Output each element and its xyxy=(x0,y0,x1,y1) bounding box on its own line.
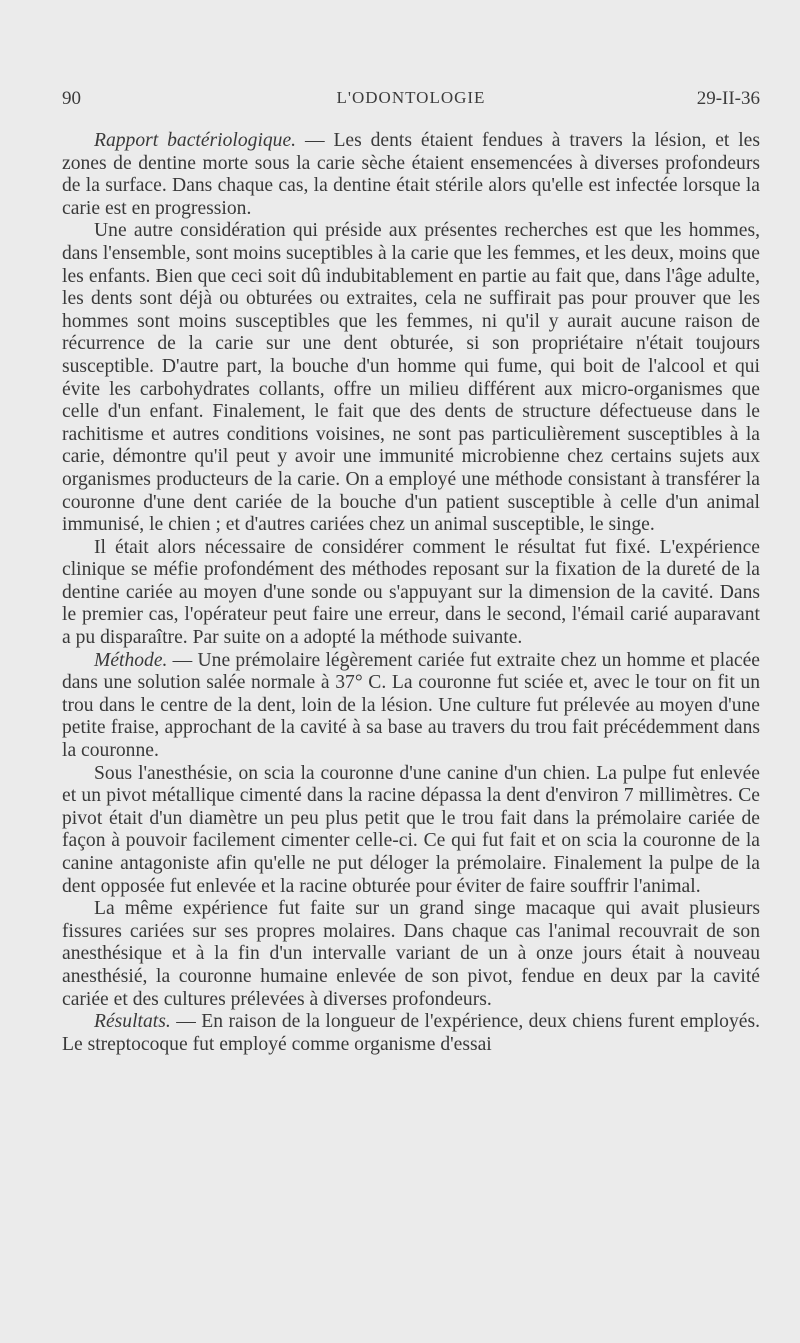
paragraph-method xyxy=(62,650,760,763)
paragraph-dog-procedure xyxy=(62,763,760,899)
paragraph-text: — Les dents étaient fendues à travers la lésion, et les zones de dentine morte sous la carie sèche étaient ensemencées à diverses profondeurs de la surface. Dans chaque cas, la dentine était stérile alors qu'elle est infectée lorsque la carie est en progression. xyxy=(62,130,760,219)
paragraph-text: La même expérience fut faite sur un grand singe macaque qui avait plusieurs fissures cariées sur ses propres molaires. Dans chaque cas l'animal recouvrait de son anesthésique et à la fin d'un intervalle variant de un à onze jours était à nouveau anesthésié, la couronne humaine enlevée de son pivot, fendue en deux par la cavité cariée et des cultures prélevées à diverses profondeurs. xyxy=(62,898,760,1010)
run-in-heading: Résultats. xyxy=(94,1011,171,1033)
running-header xyxy=(62,88,760,112)
paragraph-susceptibility xyxy=(62,220,760,536)
paragraph-text: Sous l'anesthésie, on scia la couronne d'une canine d'un chien. La pulpe fut enlevée et un pivot métallique cimenté dans la racine dépassa la dent d'environ 7 millimètres. Ce pivot était d'un diamètre un peu plus petit que le trou fait dans la prémolaire cariée de façon à pouvoir facilement cimenter celle-ci. Ce qui fut fait et on scia la couronne de la canine antagoniste afin qu'elle ne put déloger la prémolaire. Finalement la pulpe de la dent opposée fut enlevée et la racine obturée pour éviter de faire souffrir l'animal. xyxy=(62,762,760,897)
paragraph-text: — En raison de la longueur de l'expérience, deux chiens furent employés. Le streptocoque fut employé comme organisme d'essai xyxy=(62,1011,760,1055)
page-number: 90 xyxy=(62,88,81,109)
paragraph-text: Une autre considération qui préside aux présentes recherches est que les hommes, dans l'ensemble, sont moins suceptibles à la carie que les femmes, et les deux, moins que les enfants. Bien que ceci soit dû indubitablement en partie au fait que, dans l'âge adulte, les dents sont déjà ou obturées ou extraites, cela ne suffirait pas pour prouver que les hommes sont moins susceptibles que les femmes, ni qu'il y aurait aucune raison de récurrence de la carie sur une dent obturée, si son propriétaire n'était toujours susceptible. D'autre part, la bouche d'un homme qui fume, qui boit de l'alcool et qui évite les carbohydrates collants, offre un milieu différent aux micro-organismes que celle d'un enfant. Finalement, le fait que des dents de structure défectueuse dans le rachitisme et autres conditions voisines, ne sont pas particulièrement susceptibles à la carie, démontre qu'il peut y avoir une immunité microbienne chez certains sujets aux organismes producteurs de la carie. On a employé une méthode consistant à transférer la couronne d'une dent cariée de la bouche d'un patient susceptible à celle d'un animal immunisé, le chien ; et d'autres cariées chez un animal susceptible, le singe. xyxy=(62,220,760,536)
article-body xyxy=(62,130,760,1056)
paragraph-results xyxy=(62,1011,760,1056)
paragraph-text: Il était alors nécessaire de considérer comment le résultat fut fixé. L'expérience clinique se méfie profondément des méthodes reposant sur la fixation de la dureté de la dentine cariée au moyen d'une sonde ou s'appuyant sur la dimension de la cavité. Dans le premier cas, l'opérateur peut faire une erreur, dans le second, l'émail carié auparavant a pu disparaître. Par suite on a adopté la méthode suivante. xyxy=(62,536,760,649)
issue-date: 29-II-36 xyxy=(696,88,760,109)
paragraph-monkey-experiment xyxy=(62,898,760,1011)
paragraph-text: — Une prémolaire légèrement cariée fut extraite chez un homme et placée dans une solution salée normale à 37° C. La couronne fut sciée et, avec le tour on fit un trou dans le centre de la dent, loin de la lésion. Une culture fut prélevée au moyen d'une petite fraise, approchant de la cavité à sa base au travers du trou fait précédemment dans la couronne. xyxy=(62,649,760,762)
paragraph-result-fixation xyxy=(62,537,760,650)
run-in-heading: Rapport bactériologique. xyxy=(94,130,297,151)
journal-title: L'ODONTOLOGIE xyxy=(336,88,486,107)
paragraph-bacteriological-report xyxy=(62,130,760,220)
run-in-heading: Méthode. xyxy=(94,649,168,671)
